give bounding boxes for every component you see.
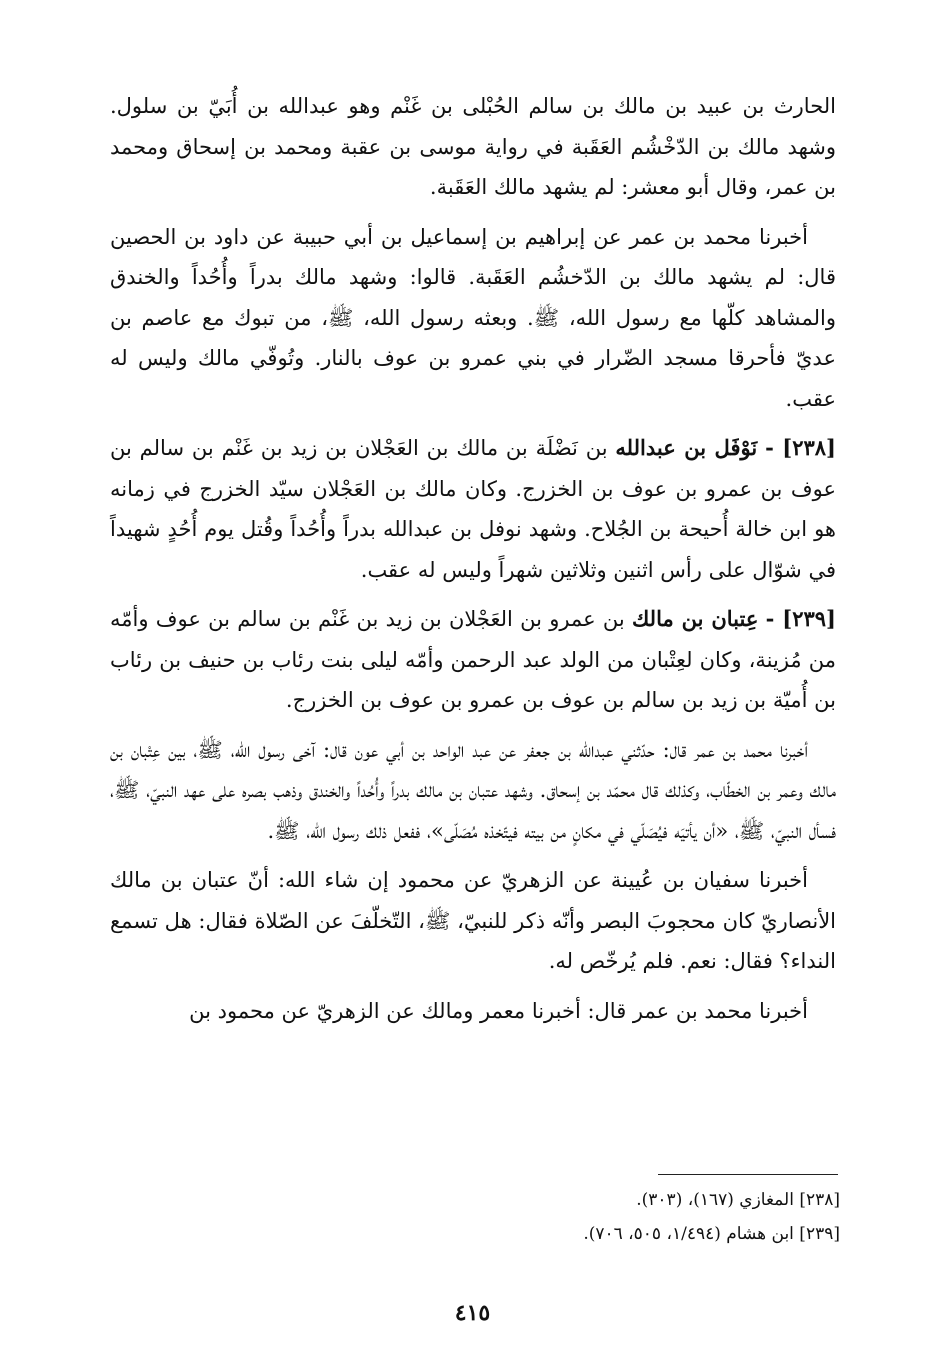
entry-text: بن نَضْلَة بن مالك بن العَجْلان بن زيد بن غَنْم بن سالم بن عوف بن عمرو بن عوف بن الخزرج. وكان مالك بن العَجْلان سيّد الخزرج في زمانه هو ابن خالة أُحيحة بن الجُلاح. وشهد نوفل بن عبدالله بدراً وأُحُداً وقُتل يوم أُحُدٍ شهيداً في شوّال على رأس اثنين وثلاثين شهراً وليس له عقب. xyxy=(110,436,836,582)
paragraph-text: أخبرنا محمد بن عمر قال: حدّثني عبدالله بن جعفر عن عبد الواحد بن أبي عون قال: آخى رسول الله، ﷺ، بين عِتْبان بن مالك وعمر بن الخطّاب، وكذلك قال محمّد بن إسحاق. وشهد عتبان بن مالك بدراً وأُحُداً والخندق وذهب بصره على عهد النبيّ، ﷺ، فسأل النبيّ، ﷺ، «أن يأتيَه فيُصَلّي في مكانٍ من بيته فيتّخذه مُصَلّى»، ففعل ذلك رسول الله، ﷺ. xyxy=(110,737,836,843)
paragraph-1 xyxy=(110,86,836,208)
entry-text: بن عمرو بن العَجْلان بن زيد بن غَنْم بن سالم بن عوف وأمّه من مُزينة، وكان لعِتْبان من الولد عبد الرحمن وأمّه ليلى بنت رئاب بن حنيف بن رئاب بن أُميّة بن زيد بن سالم بن عوف بن عمرو بن عوف بن الخزرج. xyxy=(110,607,836,712)
footnote-238: [٢٣٨] المغازي (١٦٧)، (٣٠٣). xyxy=(636,1190,840,1210)
main-text xyxy=(110,86,836,1031)
entry-name: نَوْفَل بن عبدالله xyxy=(615,435,758,460)
footnotes xyxy=(300,1183,840,1251)
paragraph-text: أخبرنا سفيان بن عُيينة عن الزهريّ عن محمود إن شاء الله: أنّ عتبان بن مالك الأنصاريّ كان محجوبَ البصر وأنّه ذكر للنبيّ، ﷺ، التّخلّفَ عن الصّلاة فقال: هل تسمع النداء؟ فقال: نعم. فلم يُرخّص له. xyxy=(110,868,837,973)
footnote-239: [٢٣٩] ابن هشام (١/٤٩٤، ٥٠٥، ٧٠٦). xyxy=(583,1224,840,1244)
entry-number: [٢٣٨] - xyxy=(765,435,836,460)
paragraph-2 xyxy=(110,217,836,420)
entry-number: [٢٣٩] - xyxy=(765,606,836,631)
paragraph-text: أخبرنا محمد بن عمر عن إبراهيم بن إسماعيل بن أبي حبيبة عن داود بن الحصين قال: لم يشهد مالك بن الدّخشُم العَقَبة. قالوا: وشهد مالك بدراً وأُحُداً والخندق والمشاهد كلّها مع رسول الله، ﷺ. وبعثه رسول الله، ﷺ، من تبوك مع عاصم بن عديّ فأحرقا مسجد الضّرار في بني عمرو بن عوف بالنار. وتُوفّي مالك وليس له عقب. xyxy=(110,224,836,411)
paragraph-text: أخبرنا محمد بن عمر قال: أخبرنا معمر ومالك عن الزهريّ عن محمود بن xyxy=(189,998,808,1023)
page-number: ٤١٥ xyxy=(454,1300,491,1326)
paragraph-7 xyxy=(110,991,836,1032)
biography-entry-238 xyxy=(110,428,836,590)
entry-name: عِتبان بن مالك xyxy=(631,606,759,631)
paragraph-6 xyxy=(110,860,836,982)
paragraph-text: الحارث بن عبيد بن مالك بن سالم الحُبْلى بن غَنْم وهو عبدالله بن أُبَيّ بن سلول. وشهد مالك بن الدّخْشُم العَقَبة في رواية موسى بن عقبة ومحمد بن إسحاق ومحمد بن عمر، وقال أبو معشر: لم يشهد مالك العَقَبة. xyxy=(110,94,836,199)
paragraph-5 xyxy=(110,730,836,852)
footnote-divider xyxy=(658,1174,838,1175)
biography-entry-239 xyxy=(110,599,836,721)
